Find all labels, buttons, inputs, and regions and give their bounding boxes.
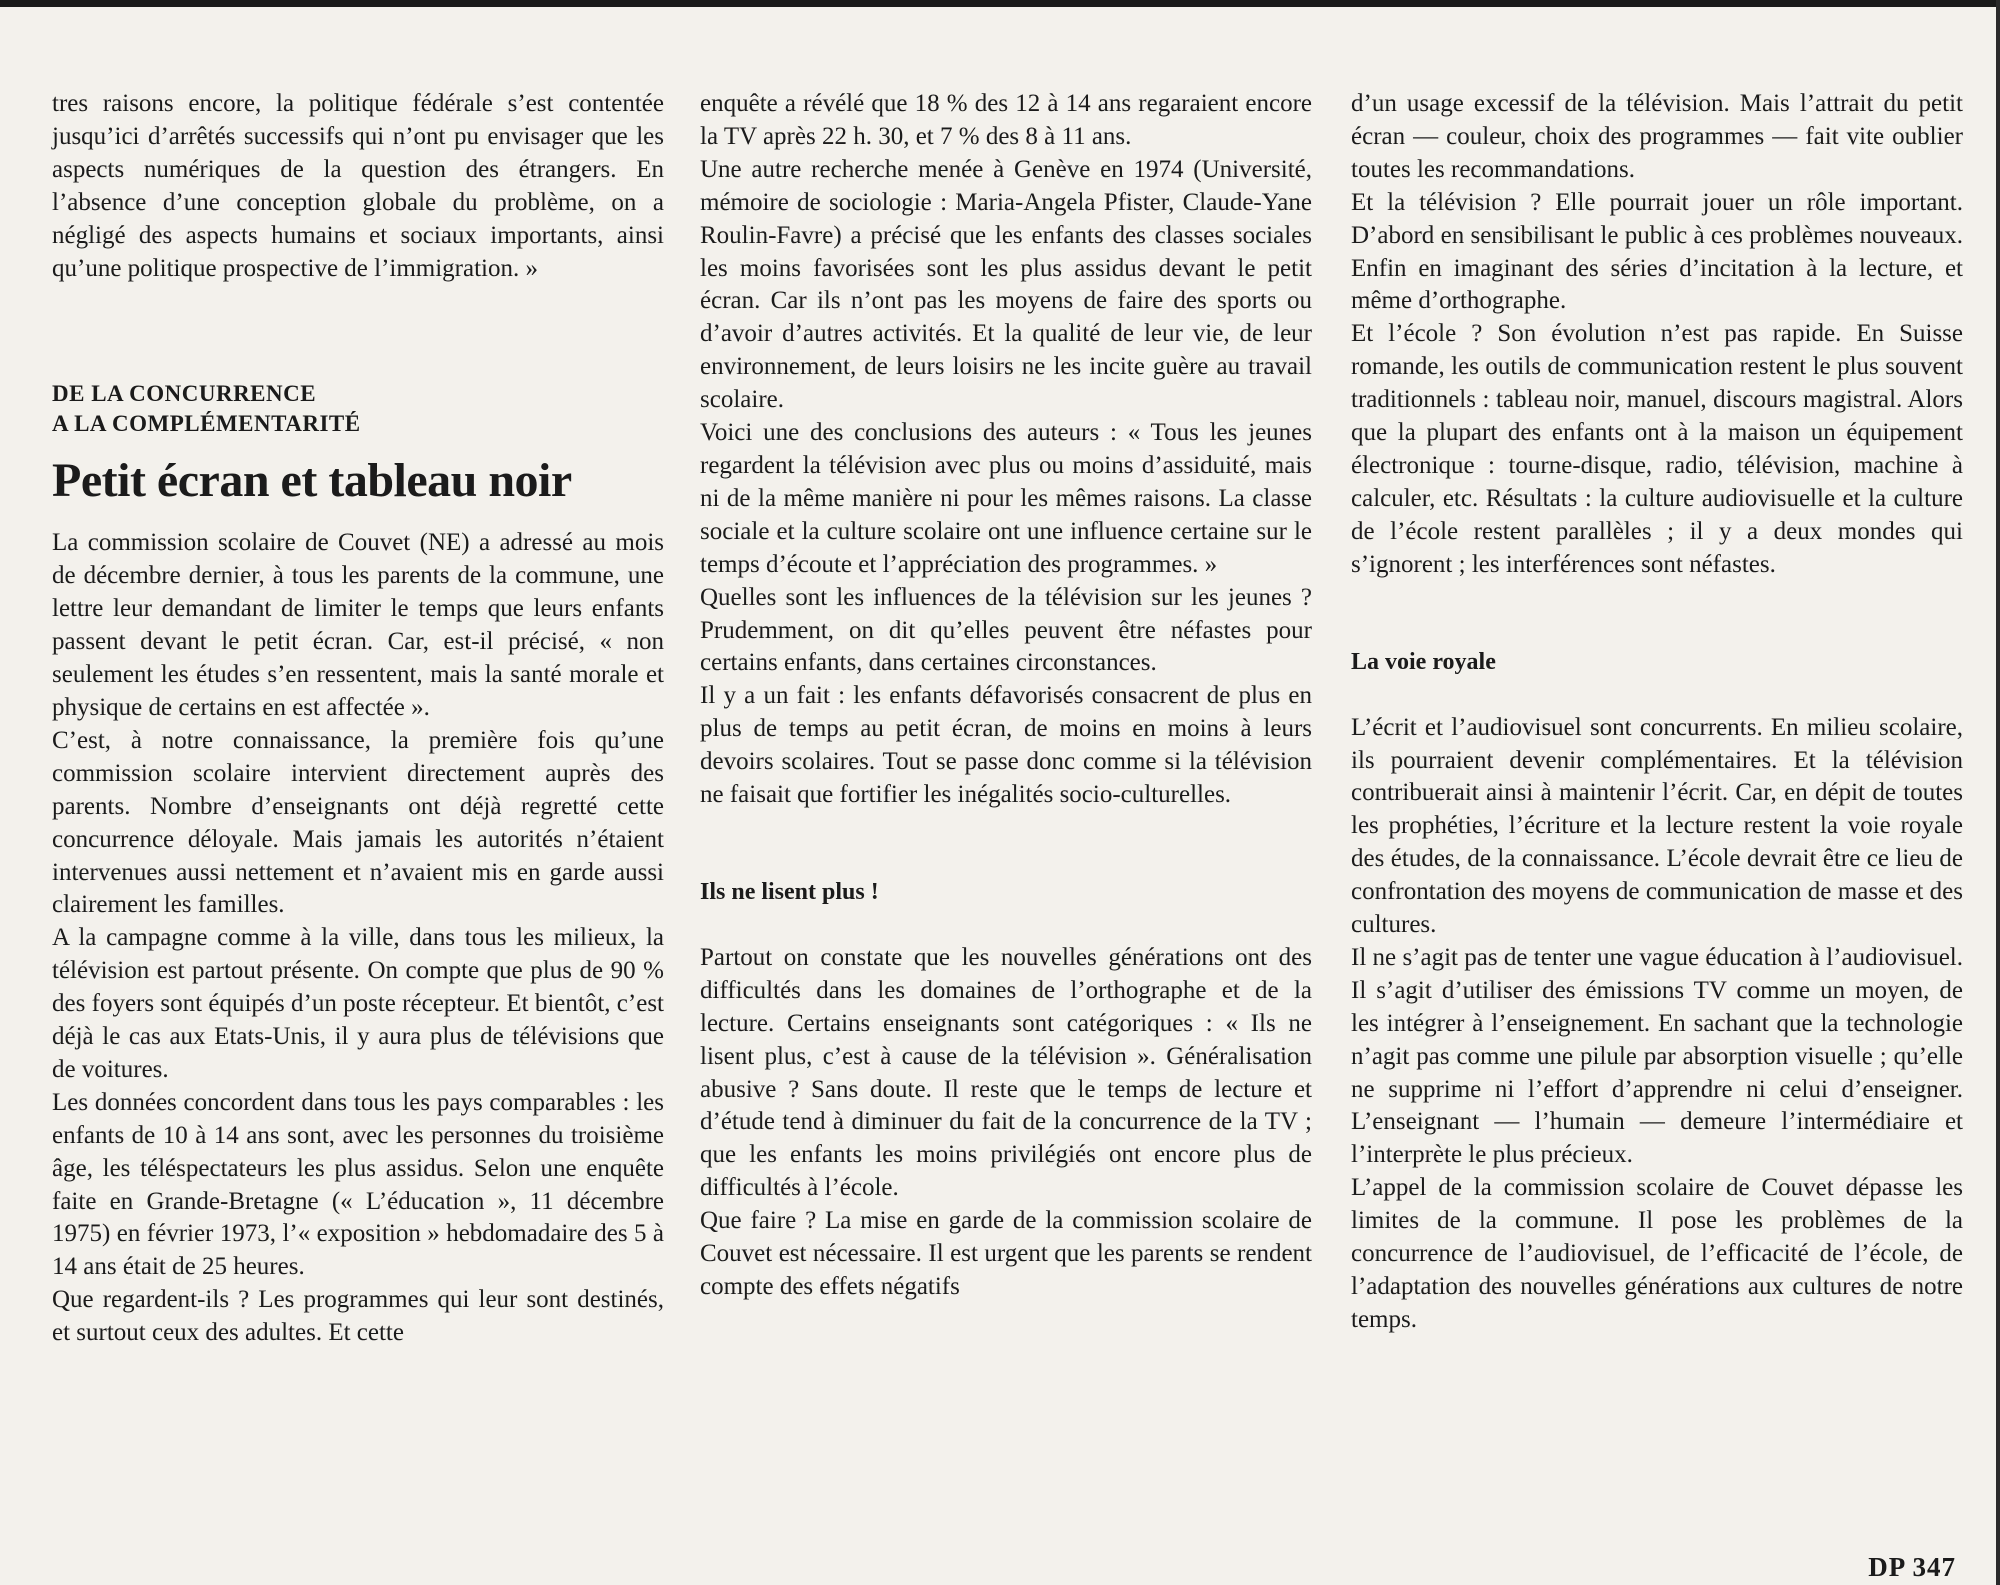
kicker-line: DE LA CONCURRENCE: [52, 381, 317, 407]
paragraph: Que faire ? La mise en garde de la commission scolaire de Couvet est nécessaire. Il est urgent que les parents se rendent compte des effets négatifs: [700, 1207, 1312, 1300]
paragraph: Voici une des conclusions des auteurs : « Tous les jeunes regardent la télévision avec plus ou moins d’assiduité, mais ni de la même manière ni pour les mêmes raisons. La classe sociale et la culture scolaire ont une influence certaine sur le temps d’écoute et l’appréciation des programmes. »: [700, 419, 1312, 578]
paragraph: La commission scolaire de Couvet (NE) a adressé au mois de décembre dernier, à tous les parents de la commune, une lettre leur demandant de limiter le temps que leurs enfants passent devant le petit écran. Car, est-il précisé, « non seulement les études s’en ressentent, mais la santé morale et physique de certains en est affectée ».: [52, 529, 664, 721]
paragraph: L’écrit et l’audiovisuel sont concurrents. En milieu scolaire, ils pourraient devenir complémentaires. Et la télévision contribuerait ainsi à maintenir l’écrit. Car, en dépit de toutes les prophéties, l’écriture et la lecture restent la voie royale des études, de la connaissance. L’école devrait être ce lieu de confrontation des moyens de communication de masse et des cultures.: [1351, 713, 1963, 939]
paragraph: C’est, à notre connaissance, la première fois qu’une commission scolaire intervient directement auprès des parents. Nombre d’enseignants ont déjà regretté cette concurrence déloyale. Mais jamais les autorités n’étaient intervenues aussi nettement et n’avaient mis en garde aussi clairement les familles.: [52, 726, 664, 919]
paragraph: Une autre recherche menée à Genève en 1974 (Université, mémoire de sociologie : Maria-Angela Pfister, Claude-Yane Roulin-Favre) a précisé que les enfants des classes sociales les moins favorisées sont les plus assidus devant le petit écran. Car ils n’ont pas les moyens de faire des sports ou d’avoir d’autres activités. Et la qualité de leur vie, de leur environnement, de leurs loisirs ne les incite guère au travail scolaire.: [700, 155, 1312, 414]
paragraph: Partout on constate que les nouvelles générations ont des difficultés dans les domaines de l’orthographe et de la lecture. Certains enseignants sont catégoriques : « Ils ne lisent plus, c’est à cause de la télévision ». Généralisation abusive ? Sans doute. Il reste que le temps de lecture et d’étude tend à diminuer du fait de la concurrence de la TV ; que les enfants les moins privilégiés ont encore plus de difficultés à l’école.: [700, 943, 1312, 1202]
paragraph: Il y a un fait : les enfants défavorisés consacrent de plus en plus de temps au petit écran, de moins en moins à leurs devoirs scolaires. Tout se passe donc comme si la télévision ne faisait que fortifier les inégalités socio-culturelles.: [700, 682, 1312, 809]
section-subhead: Ils ne lisent plus !: [700, 878, 879, 905]
headline: Petit écran et tableau noir: [52, 454, 572, 508]
column-3: [1351, 88, 1963, 1337]
section-subhead: La voie royale: [1351, 648, 1496, 675]
kicker-line: A LA COMPLÉMENTARITÉ: [52, 411, 361, 437]
column-2: [700, 88, 1312, 1304]
paragraph: A la campagne comme à la ville, dans tous les milieux, la télévision est partout présente. On compte que plus de 90 % des foyers sont équipés d’un poste récepteur. Et bientôt, c’est déjà le cas aux Etats-Unis, il y aura plus de télévisions que de voitures.: [52, 924, 664, 1083]
page-edge: [1996, 0, 2000, 1585]
paragraph: Quelles sont les influences de la télévision sur les jeunes ? Prudemment, on dit qu’elles peuvent être néfastes pour certains enfants, dans certaines circonstances.: [700, 583, 1312, 677]
paragraph: L’appel de la commission scolaire de Couvet dépasse les limites de la commune. Il pose les problèmes de la concurrence de l’audiovisuel, de l’efficacité de l’école, de l’adaptation des nouvelles générations aux cultures de notre temps.: [1351, 1174, 1963, 1333]
top-rule: [0, 0, 2000, 7]
paragraph: Il ne s’agit pas de tenter une vague éducation à l’audiovisuel. Il s’agit d’utiliser des émissions TV comme un moyen, de les intégrer à l’enseignement. En sachant que la technologie n’agit pas comme une pilule par absorption visuelle ; qu’elle ne supprime ni l’effort d’apprendre ni celui d’enseigner. L’enseignant — l’humain — demeure l’intermédiaire et l’interprète le plus précieux.: [1351, 943, 1963, 1169]
paragraph: Que regardent-ils ? Les programmes qui leur sont destinés, et surtout ceux des adultes. Et cette: [52, 1286, 664, 1347]
paragraph: Et l’école ? Son évolution n’est pas rapide. En Suisse romande, les outils de communication restent le plus souvent traditionnels : tableau noir, manuel, discours magistral. Alors que la plupart des enfants ont à la maison un équipement électronique : tourne-disque, radio, télévision, machine à calculer, etc. Résultats : la culture audiovisuelle et la culture de l’école restent parallèles ; il y a deux mondes qui s’ignorent ; les interférences sont néfastes.: [1351, 320, 1963, 578]
page-number: DP 347: [1868, 1552, 1956, 1582]
paragraph: Les données concordent dans tous les pays comparables : les enfants de 10 à 14 ans sont, avec les personnes du troisième âge, les téléspectateurs les plus assidus. Selon une enquête faite en Grande-Bretagne (« L’éducation », 11 décembre 1975) en février 1973, l’« exposition » hebdomadaire des 5 à 14 ans était de 25 heures.: [52, 1088, 664, 1281]
paragraph: enquête a révélé que 18 % des 12 à 14 ans regaraient encore la TV après 22 h. 30, et 7 % des 8 à 11 ans.: [700, 90, 1312, 150]
paragraph: tres raisons encore, la politique fédérale s’est contentée jusqu’ici d’arrêtés successifs qui n’ont pu envisager que les aspects numériques de la question des étrangers. En l’absence d’une conception globale du problème, on a négligé des aspects humains et sociaux importants, ainsi qu’une politique prospective de l’immigration. »: [52, 90, 664, 282]
paragraph: Et la télévision ? Elle pourrait jouer un rôle important. D’abord en sensibilisant le public à ces problèmes nouveaux. Enfin en imaginant des séries d’incitation à la lecture, et même d’orthographe.: [1351, 188, 1963, 315]
column-1: [52, 88, 664, 1350]
paragraph: d’un usage excessif de la télévision. Mais l’attrait du petit écran — couleur, choix des programmes — fait vite oublier toutes les recommandations.: [1351, 90, 1963, 183]
